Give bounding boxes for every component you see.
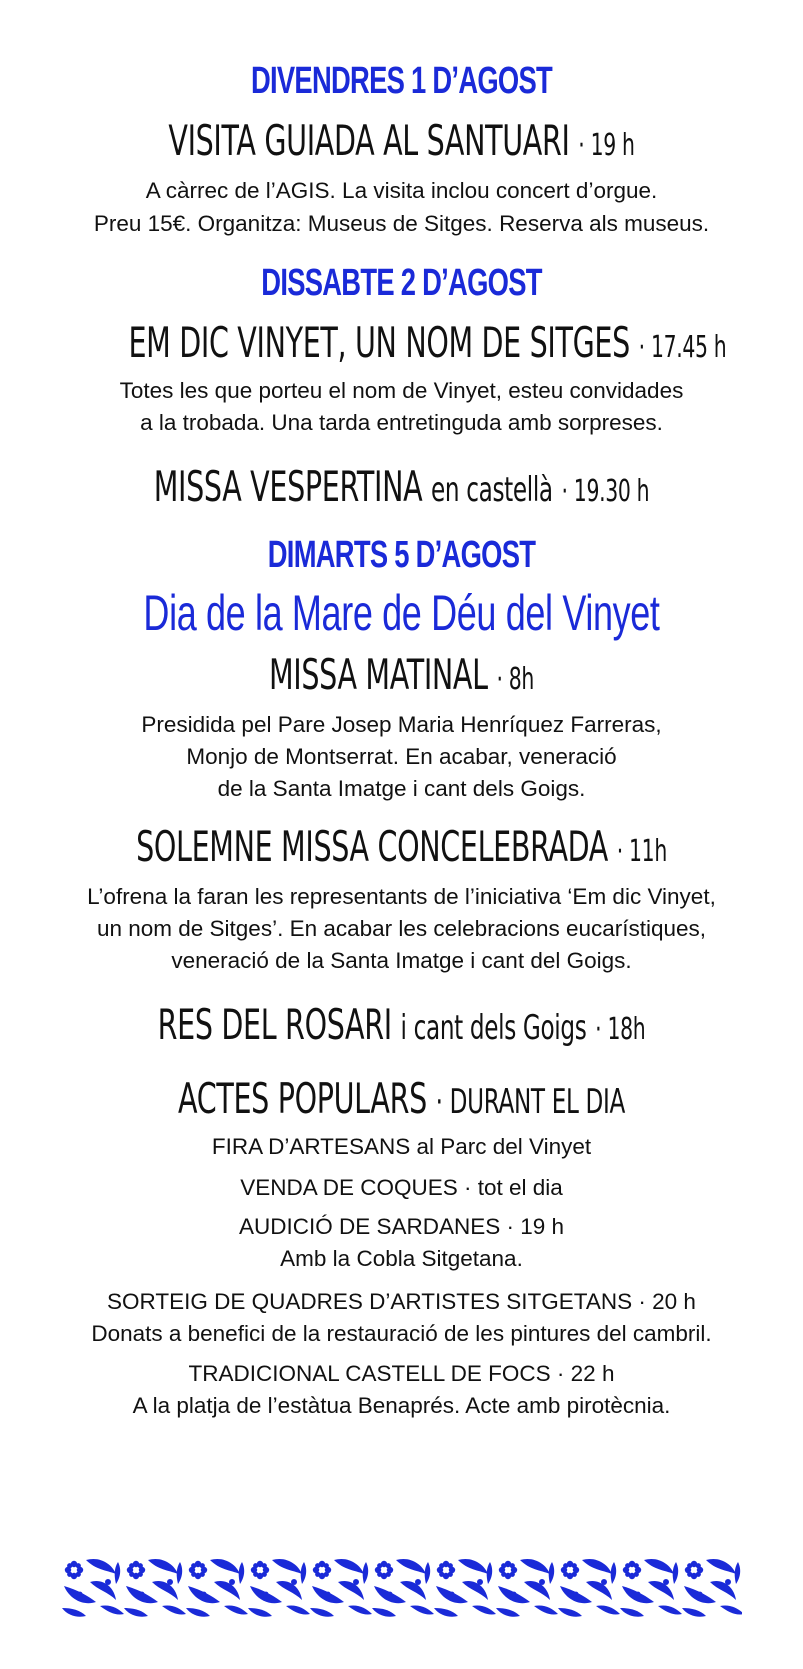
event-time: DURANT EL DIA (449, 1082, 625, 1122)
event-time: 8h (508, 662, 534, 697)
event-title: SOLEMNE MISSA CONCELEBRADA (136, 822, 608, 871)
event-time: 19 h (590, 128, 635, 163)
popular-item: AUDICIÓ DE SARDANES · 19 h (238, 1214, 565, 1239)
event-desc-line: Totes les que porteu el nom de Vinyet, esteu convidades (119, 378, 684, 403)
event-title: ACTES POPULARS (178, 1074, 427, 1123)
event-suffix: en castellà (431, 470, 553, 510)
event-title: MISSA MATINAL (269, 650, 488, 699)
event-desc-line: Monjo de Montserrat. En acabar, veneració (186, 744, 617, 769)
event-rosari: RES DEL ROSARI i cant dels Goigs · 18h (157, 1000, 646, 1049)
event-title: RES DEL ROSARI (157, 1000, 392, 1049)
popular-item: Donats a benefici de la restauració de les pintures del cambril. (91, 1321, 712, 1346)
event-time: 11h (629, 834, 667, 869)
event-solemne: SOLEMNE MISSA CONCELEBRADA · 11h (136, 822, 667, 871)
popular-item: A la platja de l’estàtua Benaprés. Acte amb pirotècnia. (132, 1393, 671, 1418)
popular-item: TRADICIONAL CASTELL DE FOCS · 22 h (188, 1361, 615, 1386)
event-populars: ACTES POPULARS · DURANT EL DIA (178, 1074, 625, 1123)
event-desc-line: veneració de la Santa Imatge i cant del Goigs. (171, 948, 632, 973)
event-vespertina: MISSA VESPERTINA en castellà · 19.30 h (153, 462, 650, 511)
event-vinyet: EM DIC VINYET, UN NOM DE SITGES · 17.45 h (128, 318, 727, 367)
popular-item: Amb la Cobla Sitgetana. (280, 1246, 523, 1271)
day-heading-2: DISSABTE 2 D’AGOST (261, 262, 542, 304)
popular-item: SORTEIG DE QUADRES D’ARTISTES SITGETANS · 20 h (107, 1289, 696, 1314)
event-title: MISSA VESPERTINA (153, 462, 423, 511)
event-title: VISITA GUIADA AL SANTUARI (168, 116, 570, 165)
event-desc-line: A càrrec de l’AGIS. La visita inclou concert d’orgue. (145, 178, 658, 203)
popular-item: VENDA DE COQUES · tot el dia (240, 1175, 563, 1200)
feast-title: Dia de la Mare de Déu del Vinyet (143, 585, 660, 641)
event-visita: VISITA GUIADA AL SANTUARI · 19 h (168, 116, 635, 165)
event-time: 17.45 h (650, 330, 727, 365)
event-time: 19.30 h (573, 474, 650, 509)
popular-item: FIRA D’ARTESANS al Parc del Vinyet (211, 1134, 592, 1159)
event-suffix: i cant dels Goigs (400, 1008, 587, 1048)
day-heading-3: DIMARTS 5 D’AGOST (267, 534, 536, 576)
event-title: EM DIC VINYET, UN NOM DE SITGES (128, 318, 630, 367)
event-desc-line: Preu 15€. Organitza: Museus de Sitges. Reserva als museus. (93, 211, 710, 236)
event-desc-line: a la trobada. Una tarda entretinguda amb sorpreses. (140, 410, 663, 435)
day-heading-1: DIVENDRES 1 D’AGOST (250, 60, 553, 102)
event-time: 18h (607, 1012, 646, 1047)
event-matinal: MISSA MATINAL · 8h (269, 650, 534, 699)
floral-ornament-icon (60, 1556, 742, 1620)
event-desc-line: L’ofrena la faran les representants de l’iniciativa ‘Em dic Vinyet, (87, 884, 716, 909)
event-desc-line: de la Santa Imatge i cant dels Goigs. (217, 776, 586, 801)
event-desc-line: Presidida pel Pare Josep Maria Henríquez Farreras, (141, 712, 662, 737)
event-desc-line: un nom de Sitges’. En acabar les celebracions eucarístiques, (96, 916, 707, 941)
